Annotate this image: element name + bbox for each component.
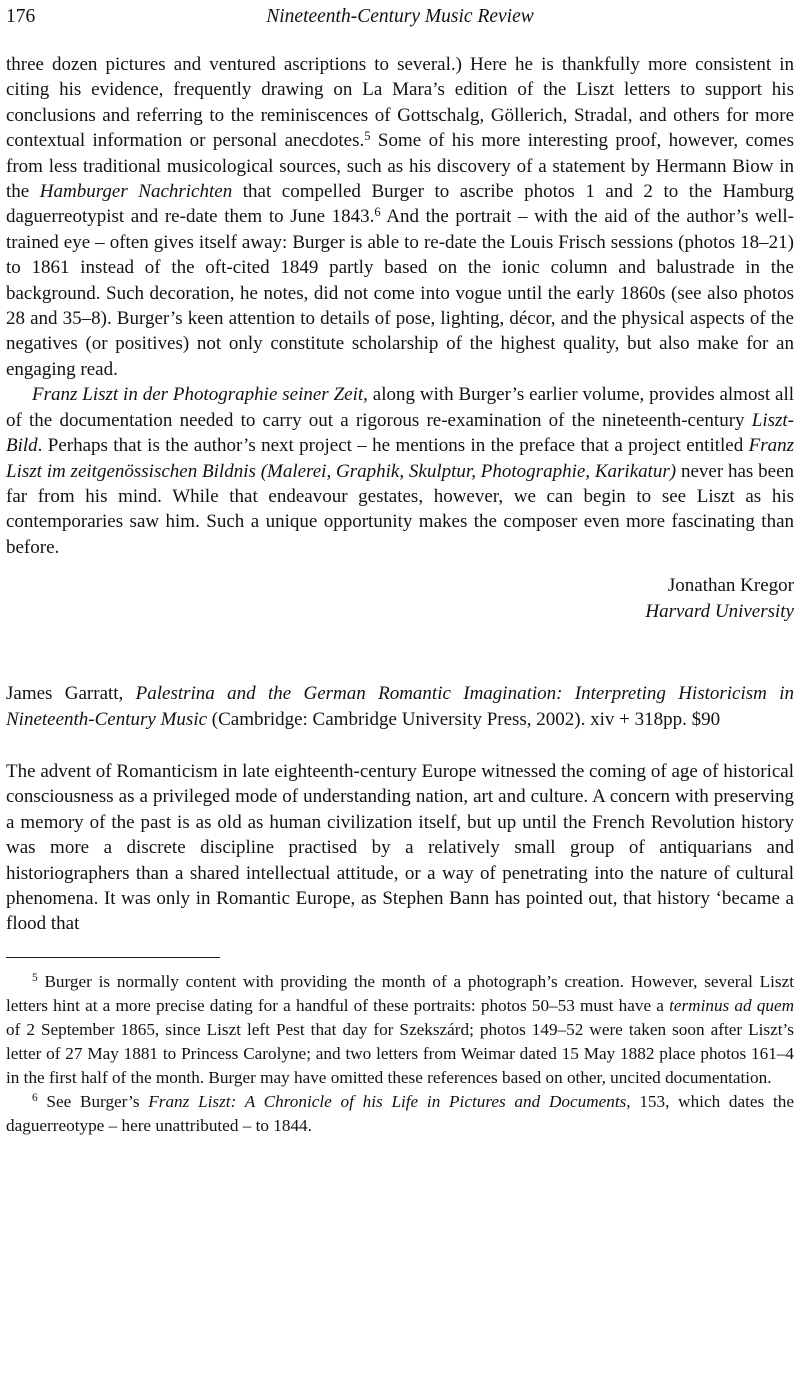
reviewer-name: Jonathan Kregor <box>667 575 794 597</box>
footnote-5: $^5$ Burger is normally content with providing the month of a photograph’s creation. However, several Liszt letters hint at a more precise dating for a handful of these portraits: photos 50–53 must have a terminus ad quem of 2 September 1865, since Liszt left Pest that day for Szekszárd; photos 149–52 were taken soon after Liszt’s letter of 27 May 1881 to Princess Carolyne; and two letters from Weimar dated 15 May 1882 place photos 161–4 in the first half of the month. Burger may have omitted these references based on other, uncited documentation. <box>6 971 795 1087</box>
signature-block <box>6 573 794 625</box>
review-paragraph-2: Franz Liszt in der Photographie seiner Zeit, along with Burger’s earlier volume, provides almost all of the documentation needed to carry out a rigorous re-examination of the nineteenth-century Liszt-Bild. Perhaps that is the author’s next project – he mentions in the preface that a project entitled Franz Liszt im zeitgenössischen Bildnis (Malerei, Graphik, Skulptur, Photographie, Karikatur) never has been far from his mind. While that endeavour gestates, however, we can begin to see Liszt as his contemporaries saw him. Such a unique opportunity makes the composer even more fascinating than before. <box>6 384 794 558</box>
page-number: 176 <box>6 6 36 27</box>
page-body <box>6 52 794 937</box>
next-review-citation: James Garratt, Palestrina and the German Romantic Imagination: Interpreting Historicism in Nineteenth-Century Music (Cambridge: Cambridge University Press, 2002). xiv + 318pp. $90 <box>6 683 794 730</box>
review-paragraph-1: three dozen pictures and ventured ascriptions to several.) Here he is thankfully more consistent in citing his evidence, frequently drawing on La Mara’s edition of the Liszt letters to support his conclusions and referring to the reminiscences of Gottschalg, Göllerich, Stradal, and others for more contextual information or personal anecdotes.$^5$ Some of his more interesting proof, however, comes from less traditional musicological sources, such as his discovery of a statement by Hermann Biow in the Hamburger Nachrichten that compelled Burger to ascribe photos 1 and 2 to the Hamburg daguerreotypist and re-date them to June 1843.$^6$ And the portrait – with the aid of the author’s well-trained eye – often gives itself away: Burger is able to re-date the Louis Frisch sessions (photos 18–21) to 1861 instead of the oft-cited 1849 partly based on the ionic column and balustrade in the background. Such decoration, he notes, did not come into vogue until the early 1860s (see also photos 28 and 35–8). Burger’s keen attention to details of pose, lighting, décor, and the physical aspects of the negatives (or positives) not only constitute scholarship of the highest quality, but also make for an engaging read. <box>6 54 794 380</box>
journal-title: Nineteenth-Century Music Review <box>266 6 534 27</box>
footnotes-section <box>6 957 794 1138</box>
footnote-separator-rule <box>6 957 220 958</box>
footnote-6: $^6$ See Burger’s Franz Liszt: A Chronicle of his Life in Pictures and Documents, 153, which dates the daguerreotype – here unattributed – to 1844. <box>6 1091 794 1135</box>
next-review-paragraph-1: The advent of Romanticism in late eighteenth-century Europe witnessed the coming of age of historical consciousness as a privileged mode of understanding nation, art and culture. A concern with preserving a memory of the past is as old as human civilization itself, but up until the French Revolution history was more a discrete discipline practised by a relatively small group of antiquarians and historiographers than a shared intellectual attitude, or a way of penetrating into the nature of cultural phenomena. It was only in Romantic Europe, as Stephen Bann has pointed out, that history ‘became a flood that <box>6 760 794 935</box>
reviewer-affiliation: Harvard University <box>645 601 794 623</box>
page-header <box>6 4 794 30</box>
